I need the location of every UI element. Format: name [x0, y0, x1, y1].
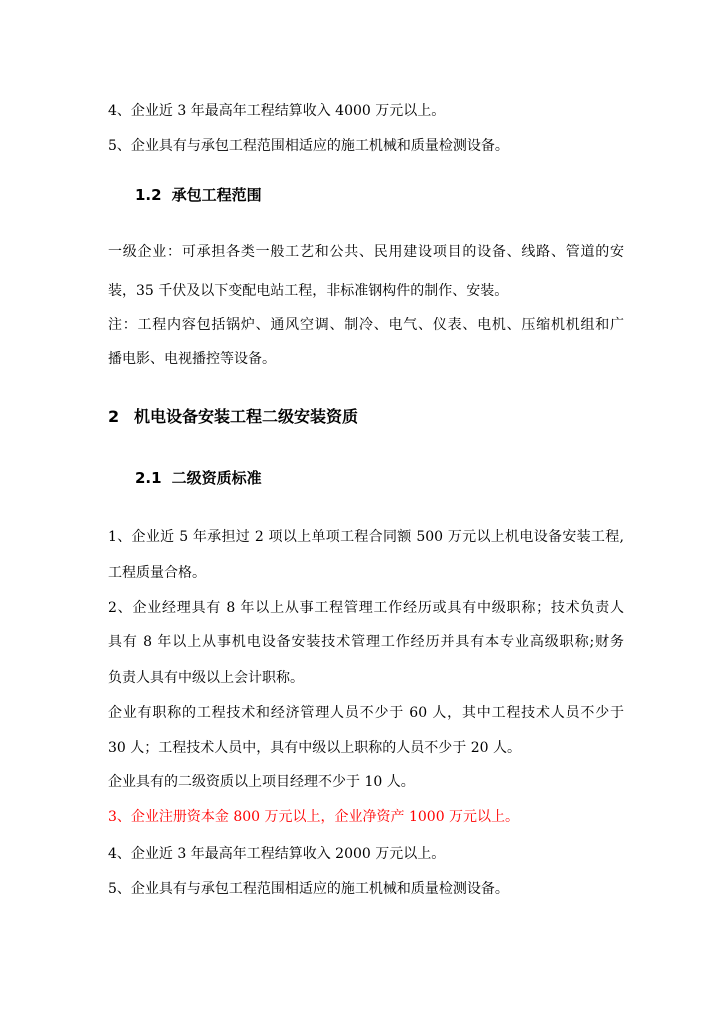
section-title: 二级资质标准 [171, 469, 262, 487]
paragraph-item-2-line-1: 2、企业经理具有 8 年以上从事工程管理工作经历或具有中级职称；技术负责人 [108, 600, 624, 616]
paragraph-item-2-line-2: 具有 8 年以上从事机电设备安装技术管理工作经历并具有本专业高级职称;财务 [108, 634, 624, 650]
paragraph-item-2-line-3: 负责人具有中级以上会计职称。 [108, 670, 304, 686]
paragraph-revenue-requirement: 4、企业近 3 年最高年工程结算收入 4000 万元以上。 [108, 103, 446, 119]
section-number: 2.1 [135, 469, 162, 487]
paragraph-item-1-line-2: 工程质量合格。 [108, 565, 206, 581]
paragraph-item-1-line-1: 1、企业近 5 年承担过 2 项以上单项工程合同额 500 万元以上机电设备安装工程, [108, 529, 624, 545]
paragraph-equipment-requirement-2: 5、企业具有与承包工程范围相适应的施工机械和质量检测设备。 [108, 881, 509, 897]
section-heading-2-1 [135, 467, 262, 489]
paragraph-note-line-2: 播电影、电视播控等设备。 [108, 351, 276, 367]
paragraph-staff-line-1: 企业有职称的工程技术和经济管理人员不少于 60 人，其中工程技术人员不少于 [108, 705, 624, 721]
paragraph-note-line-1: 注：工程内容包括锅炉、通风空调、制冷、电气、仪表、电机、压缩机机组和广 [108, 317, 624, 333]
chapter-title: 机电设备安装工程二级安装资质 [134, 407, 359, 426]
paragraph-scope-line-2: 装，35 千伏及以下变配电站工程，非标准钢构件的制作、安装。 [108, 283, 509, 299]
paragraph-scope-line-1: 一级企业：可承担各类一般工艺和公共、民用建设项目的设备、线路、管道的安 [108, 244, 624, 260]
section-title: 承包工程范围 [171, 186, 262, 204]
section-number: 1.2 [135, 186, 162, 204]
section-heading-1-2 [135, 184, 262, 206]
chapter-number: 2 [108, 407, 120, 426]
paragraph-capital-requirement: 3、企业注册资本金 800 万元以上，企业净资产 1000 万元以上。 [108, 809, 520, 825]
paragraph-staff-line-2: 30 人；工程技术人员中，具有中级以上职称的人员不少于 20 人。 [108, 740, 521, 756]
chapter-heading-2 [108, 405, 358, 429]
paragraph-project-managers: 企业具有的二级资质以上项目经理不少于 10 人。 [108, 774, 415, 790]
paragraph-equipment-requirement: 5、企业具有与承包工程范围相适应的施工机械和质量检测设备。 [108, 138, 509, 154]
paragraph-revenue-requirement-2: 4、企业近 3 年最高年工程结算收入 2000 万元以上。 [108, 846, 446, 862]
